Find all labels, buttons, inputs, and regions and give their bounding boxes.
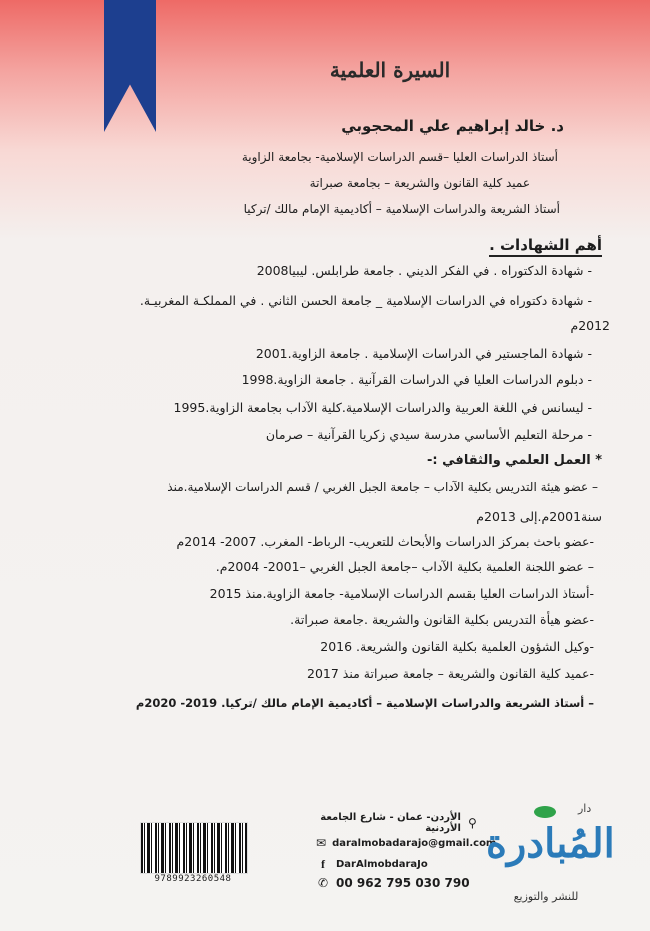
author-name: د. خالد إبراهيم علي المحجوبي <box>341 117 564 135</box>
publisher-name: المُبادرة <box>486 820 615 867</box>
work-item: -عميد كلية القانون والشريعة – جامعة صبراتة منذ 2017 <box>307 666 594 681</box>
work-item: -عضو هيأة التدريس بكلية القانون والشريعة .جامعة صبراتة. <box>290 612 594 627</box>
degree-item-year: 2012م <box>570 318 610 333</box>
position-3: أستاذ الشريعة والدراسات الإسلامية – أكاديمية الإمام مالك /تركيا <box>243 202 560 216</box>
bookmark-ribbon <box>104 0 156 132</box>
degree-item: - شهادة دكتوراه في الدراسات الإسلامية _ جامعة الحسن الثاني . في المملكـة المغربيـة. <box>139 293 592 308</box>
isbn-number: 9789923260548 <box>154 874 232 884</box>
phone-icon: ✆ <box>317 876 329 890</box>
isbn-barcode <box>140 822 248 874</box>
work-item: – عضو هيئة التدريس بكلية الآداب – جامعة الجبل الغربي / قسم الدراسات الإسلامية.منذ <box>167 480 598 494</box>
contact-phone <box>316 876 476 890</box>
work-item: -أستاذ الدراسات العليا بقسم الدراسات الإسلامية- جامعة الزاوية.منذ 2015 <box>209 586 594 601</box>
degree-item: - دبلوم الدراسات العليا في الدراسات القرآنية . جامعة الزاوية.1998 <box>241 372 592 387</box>
email-text: daralmobadarajo@gmail.com <box>332 837 497 849</box>
work-item: -وكيل الشؤون العلمية بكلية القانون والشريعة. 2016 <box>320 639 594 654</box>
degree-item: - شهادة الدكتوراه . في الفكر الديني . جامعة طرابلس. ليبيا2008 <box>256 263 592 278</box>
work-item: – أستاذ الشريعة والدراسات الإسلامية – أكاديمية الإمام مالك /تركيا. 2019- 2020م <box>135 696 594 710</box>
phone-text: 00 962 795 030 790 <box>336 876 470 890</box>
degree-item: - شهادة الماجستير في الدراسات الإسلامية . جامعة الزاوية.2001 <box>255 346 592 361</box>
publisher-prefix: دار <box>578 802 592 815</box>
work-item: -عضو باحث بمركز الدراسات والأبحاث للتعريب- الرباط- المغرب. 2007- 2014م <box>176 534 594 549</box>
work-heading: * العمل العلمي والثقافي :- <box>427 453 602 468</box>
facebook-icon: f <box>321 857 325 871</box>
contact-email <box>316 836 497 850</box>
work-item: سنة2001م.إلى 2013م <box>476 509 602 524</box>
address-text: الأردن- عمان - شارع الجامعة الأردنية <box>320 812 461 834</box>
publisher-tagline: للنشر والتوزيع <box>513 890 579 903</box>
work-item: – عضو اللجنة العلمية بكلية الآداب –جامعة الجبل الغربي –2001- 2004م. <box>215 559 594 574</box>
degrees-heading: أهم الشهادات . <box>489 236 602 257</box>
facebook-text: DarAlmobdaraJo <box>336 859 428 870</box>
contact-address <box>318 812 478 834</box>
logo-leaf-icon <box>534 806 556 818</box>
page-title: السيرة العلمية <box>329 58 451 82</box>
position-1: أستاذ الدراسات العليا –قسم الدراسات الإسلامية- بجامعة الزاوية <box>241 150 558 164</box>
publisher-logo <box>486 802 615 914</box>
contact-facebook <box>316 857 476 872</box>
degree-item: - مرحلة التعليم الأساسي مدرسة سيدي زكريا القرآنية – صرمان <box>265 427 592 442</box>
degree-item: - ليسانس في اللغة العربية والدراسات الإسلامية.كلية الآداب بجامعة الزاوية.1995 <box>173 400 592 415</box>
email-icon: ✉ <box>316 836 327 850</box>
location-icon: ⚲ <box>468 816 477 830</box>
position-2: عميد كلية القانون والشريعة – بجامعة صبراتة <box>309 176 530 190</box>
